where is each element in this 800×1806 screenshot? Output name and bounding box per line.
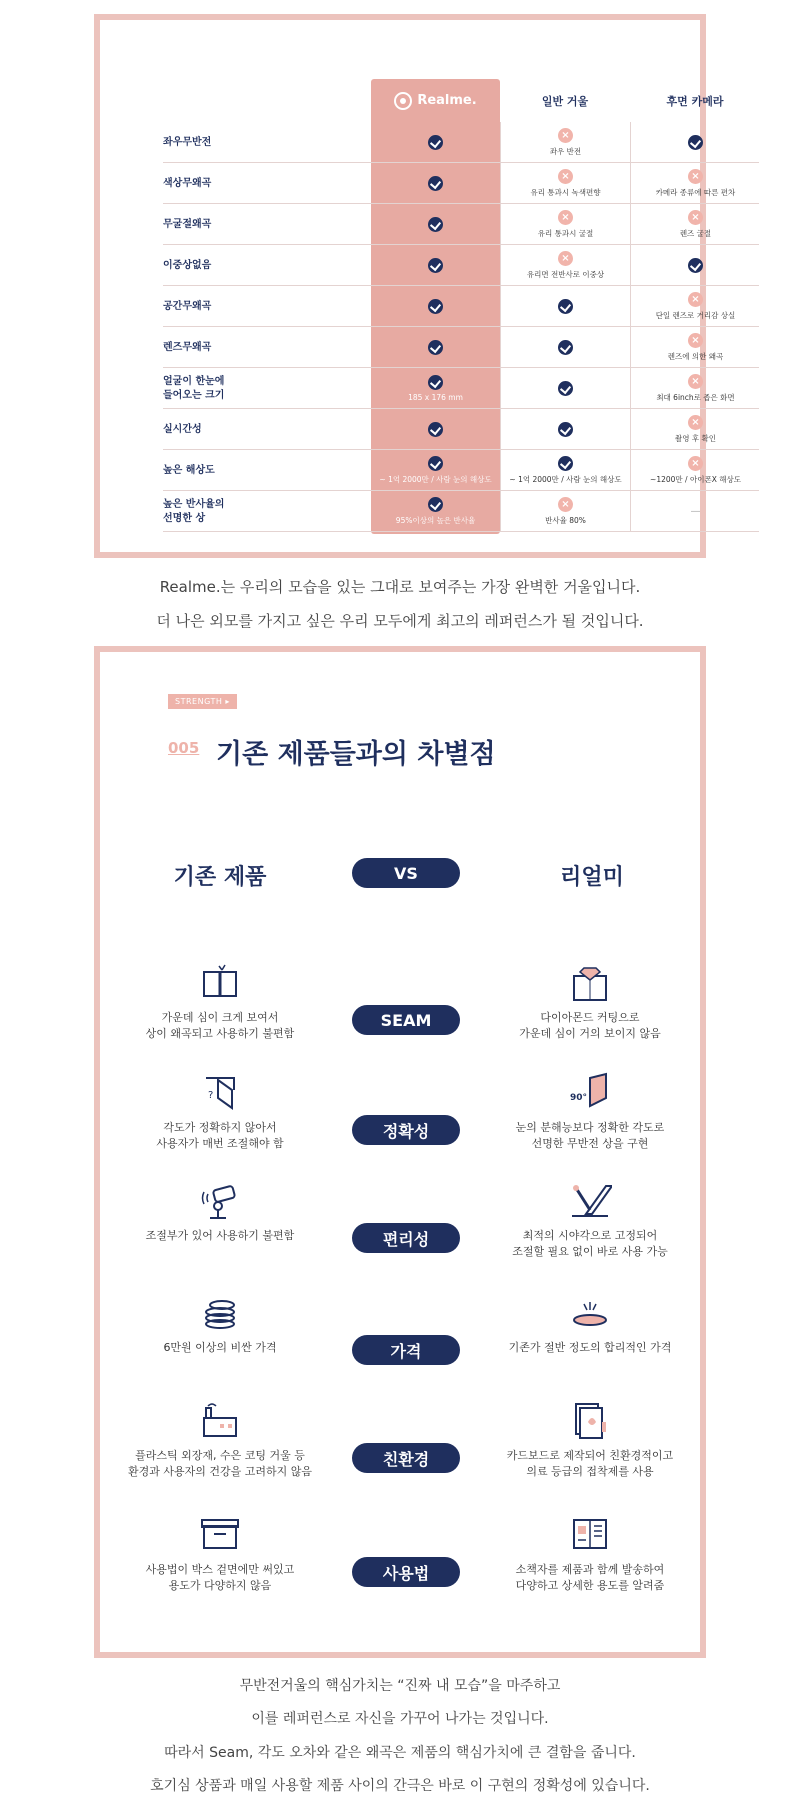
caption2-line3: 따라서 Seam, 각도 오차와 같은 왜곡은 제품의 핵심가치에 큰 결함을 줍니다.: [164, 1745, 636, 1761]
cell-c2: [500, 368, 630, 409]
angle-question-icon: [198, 1070, 242, 1114]
coin-small-icon: [568, 1290, 612, 1334]
cell-c1: [371, 163, 500, 204]
existing-product-desc: 가운데 심이 크게 보여서 상이 왜곡되고 사용하기 불편함: [145, 1011, 295, 1040]
realme-label: 리얼미: [560, 865, 624, 890]
feature-pill: 편리성: [352, 1223, 460, 1253]
cell-c1: [371, 286, 500, 327]
realme-desc: 다이아몬드 커팅으로 가운데 심이 거의 보이지 않음: [519, 1011, 661, 1040]
row-label: 이중상없음: [163, 259, 212, 271]
section-title: 기존 제품들과의 차별점: [216, 739, 496, 770]
header-mirror: 일반 거울: [541, 94, 589, 108]
header-camera: 후면 카메라: [666, 94, 724, 108]
cell-note: 최대 6inch로 좁은 화면: [656, 393, 735, 402]
cell-c3: [630, 204, 760, 245]
existing-product-desc: 6만원 이상의 비싼 가격: [163, 1341, 277, 1354]
realme-logo-icon: [394, 92, 412, 110]
cell-c1: [371, 450, 500, 491]
cell-c2: [500, 245, 630, 286]
cell-c1: [371, 327, 500, 368]
x-icon: ×: [558, 210, 573, 225]
cell-note: 반사율 80%: [545, 516, 586, 525]
table-row: [163, 163, 759, 204]
check-icon: [428, 422, 443, 437]
caption1-line2: 더 나은 외모를 가지고 싶은 우리 모두에게 최고의 레퍼런스가 될 것입니다.: [156, 612, 644, 630]
feature-pill: 정확성: [352, 1115, 460, 1145]
check-icon: [688, 258, 703, 273]
cell-note: ~ 1억 2000만 / 사람 눈의 해상도: [379, 475, 492, 484]
cell-note: 유리 통과시 녹색편향: [530, 188, 601, 197]
fixed-stand-icon: [568, 1178, 612, 1222]
vs-badge: VS: [352, 858, 460, 888]
feature-pill: 친환경: [352, 1443, 460, 1473]
coin-stack-icon: [198, 1290, 242, 1334]
realme-desc: 기존가 절반 정도의 합리적인 가격: [508, 1341, 672, 1354]
cell-note: 185 x 176 mm: [408, 393, 463, 402]
feature-pill: 가격: [352, 1335, 460, 1365]
check-icon: [558, 381, 573, 396]
cell-note: 좌우 반전: [549, 147, 582, 156]
check-icon: [688, 135, 703, 150]
row-label: 높은 반사율의 선명한 상: [163, 499, 225, 524]
cell-c2: [500, 286, 630, 327]
table-row: [163, 245, 759, 286]
check-icon: [428, 176, 443, 191]
feature-pill: SEAM: [352, 1005, 460, 1035]
check-icon: [428, 135, 443, 150]
realme-desc: 카드보드로 제작되어 친환경적이고 의료 등급의 접착제를 사용: [506, 1449, 674, 1478]
cell-note: ~ 1억 2000만 / 사람 눈의 해상도: [509, 475, 622, 484]
caption2-line1: 무반전거울의 핵심가치는 “진짜 내 모습”을 마주하고: [239, 1678, 561, 1694]
check-icon: [428, 217, 443, 232]
check-icon: [428, 299, 443, 314]
mirror-seam-icon: [198, 960, 242, 1004]
realme-desc: 최적의 시야각으로 고정되어 조절할 필요 없이 바로 사용 가능: [512, 1229, 668, 1258]
x-icon: ×: [688, 169, 703, 184]
row-label: 실시간성: [163, 423, 202, 435]
cell-c2: [500, 491, 630, 532]
dash-icon: —: [690, 506, 701, 517]
existing-product-desc: 사용법이 박스 겉면에만 써있고 용도가 다양하지 않음: [145, 1563, 295, 1592]
cell-c3: [630, 122, 760, 163]
svg-text:?: ?: [208, 1090, 214, 1101]
x-icon: ×: [688, 333, 703, 348]
existing-product-label: 기존 제품: [173, 865, 267, 890]
cell-note: 렌즈 굴절: [679, 229, 712, 238]
diamond-mirror-icon: [568, 960, 612, 1004]
realme-desc: 소책자를 제품과 함께 발송하여 다양하고 상세한 용도를 알려줌: [515, 1563, 665, 1592]
angle-90-icon: [568, 1070, 612, 1114]
row-label: 무굴절왜곡: [163, 218, 212, 230]
check-icon: [558, 340, 573, 355]
x-icon: ×: [688, 415, 703, 430]
cell-c3: [630, 245, 760, 286]
realme-desc: 눈의 분해능보다 정확한 각도로 선명한 무반전 상을 구현: [515, 1121, 665, 1150]
cell-note: 카메라 종류에 따른 편차: [655, 188, 736, 197]
table-row: [163, 286, 759, 327]
cell-c1: [371, 491, 500, 532]
x-icon: ×: [558, 251, 573, 266]
adjust-joint-icon: [198, 1178, 242, 1222]
cell-c3: [630, 286, 760, 327]
table-row: [163, 491, 759, 532]
existing-product-desc: 플라스틱 외장재, 수은 코팅 거울 등 환경과 사용자의 건강을 고려하지 않음: [127, 1449, 312, 1478]
x-icon: ×: [558, 497, 573, 512]
booklet-icon: [568, 1512, 612, 1556]
table-row: [163, 204, 759, 245]
cell-c2: [500, 163, 630, 204]
cell-c1: [371, 409, 500, 450]
cell-c3: [630, 327, 760, 368]
eco-board-icon: [568, 1398, 612, 1442]
check-icon: [558, 422, 573, 437]
cell-c2: [500, 409, 630, 450]
check-icon: [428, 340, 443, 355]
table-row: [163, 409, 759, 450]
row-label: 높은 해상도: [163, 464, 215, 476]
caption2-line2: 이를 레퍼런스로 자신을 가꾸어 나가는 것입니다.: [251, 1711, 549, 1727]
cell-c3: [630, 409, 760, 450]
check-icon: [428, 497, 443, 512]
existing-product-desc: 각도가 정확하지 않아서 사용자가 매번 조절해야 함: [156, 1121, 284, 1150]
x-icon: ×: [688, 292, 703, 307]
cell-note: 촬영 후 확인: [675, 434, 716, 443]
row-label: 공간무왜곡: [163, 300, 212, 312]
factory-icon: [198, 1398, 242, 1442]
check-icon: [428, 456, 443, 471]
row-label: 얼굴이 한눈에 들어오는 크기: [163, 376, 225, 401]
cell-c3: [630, 368, 760, 409]
row-label: 좌우무반전: [163, 136, 212, 148]
strength-panel: [94, 646, 706, 1658]
check-icon: [558, 299, 573, 314]
cell-c2: [500, 122, 630, 163]
strength-tag: STRENGTH ▸: [168, 694, 237, 709]
section-number: 005: [168, 739, 200, 757]
comparison-table-panel: [94, 14, 741, 558]
x-icon: ×: [558, 128, 573, 143]
cell-note: 95%이상의 높은 반사율: [395, 516, 476, 525]
cell-c2: [500, 450, 630, 491]
row-label: 색상무왜곡: [163, 177, 212, 189]
cell-c2: [500, 327, 630, 368]
header-realme: Realme.: [417, 93, 477, 108]
x-icon: ×: [688, 456, 703, 471]
cell-note: 렌즈에 의한 왜곡: [667, 352, 724, 361]
existing-product-desc: 조절부가 있어 사용하기 불편함: [145, 1229, 295, 1242]
box-icon: [198, 1512, 242, 1556]
realme-logo-header: [371, 79, 500, 122]
x-icon: ×: [558, 169, 573, 184]
feature-pill: 사용법: [352, 1557, 460, 1587]
cell-c1: [371, 245, 500, 286]
table-row: [163, 122, 759, 163]
x-icon: ×: [688, 374, 703, 389]
check-icon: [558, 456, 573, 471]
check-icon: [428, 258, 443, 273]
table-row: [163, 450, 759, 491]
cell-c3: [630, 491, 760, 532]
cell-c1: [371, 204, 500, 245]
caption1-line1: Realme.는 우리의 모습을 있는 그대로 보여주는 가장 완벽한 거울입니다.: [159, 578, 641, 596]
cell-note: 유리 통과시 굴절: [537, 229, 594, 238]
cell-c1: [371, 122, 500, 163]
cell-note: 유리면 전반사로 이중상: [526, 270, 605, 279]
cell-note: 단일 렌즈로 거리감 상실: [655, 311, 736, 320]
cell-note: ~1200만 / 아이폰X 해상도: [650, 475, 741, 484]
cell-c3: [630, 163, 760, 204]
cell-c2: [500, 204, 630, 245]
row-label: 렌즈무왜곡: [163, 341, 212, 353]
cell-c3: [630, 450, 760, 491]
cell-c1: [371, 368, 500, 409]
table-row: [163, 327, 759, 368]
x-icon: ×: [688, 210, 703, 225]
svg-text:90°: 90°: [570, 1093, 588, 1103]
row-divider: [163, 531, 759, 532]
caption2-line4: 호기심 상품과 매일 사용할 제품 사이의 간극은 바로 이 구현의 정확성에 있습니다.: [150, 1778, 650, 1794]
table-row: [163, 368, 759, 409]
check-icon: [428, 375, 443, 390]
